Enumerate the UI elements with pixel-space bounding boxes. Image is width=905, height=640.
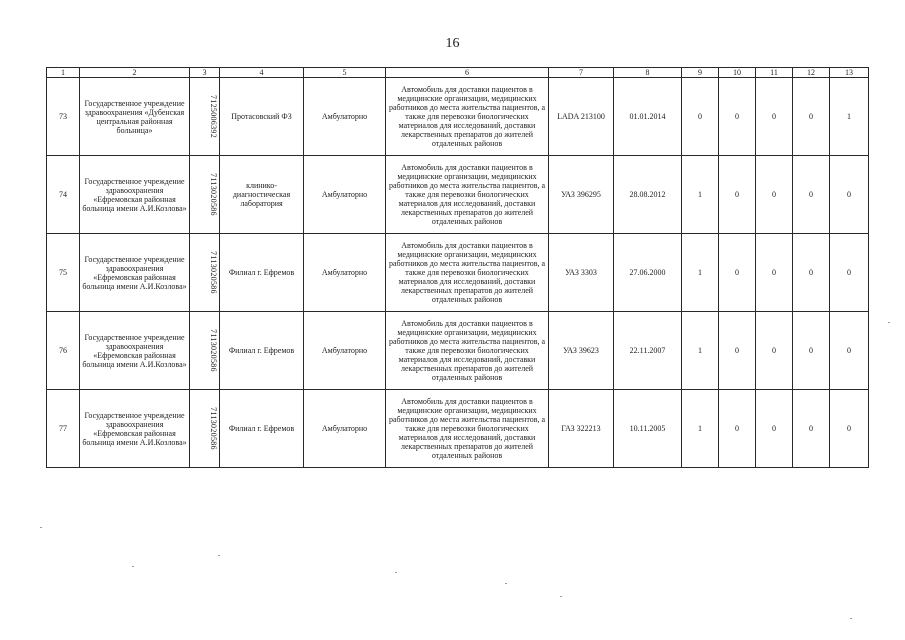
count-col-11: 0 — [756, 390, 793, 468]
column-header: 12 — [793, 68, 830, 78]
count-col-13: 0 — [830, 390, 869, 468]
column-header: 10 — [719, 68, 756, 78]
count-col-11: 0 — [756, 312, 793, 390]
column-header: 2 — [80, 68, 190, 78]
registration-date: 10.11.2005 — [614, 390, 682, 468]
inn-code-text: 7125006392 — [209, 95, 218, 138]
vehicle-model: УАЗ 396295 — [549, 156, 614, 234]
count-col-9: 1 — [682, 234, 719, 312]
column-number-header-row — [47, 68, 869, 78]
unit-name: клинико-диагностическая лаборатория — [220, 156, 304, 234]
table-row — [47, 234, 869, 312]
column-header: 7 — [549, 68, 614, 78]
count-col-11: 0 — [756, 78, 793, 156]
column-header: 13 — [830, 68, 869, 78]
count-col-12: 0 — [793, 78, 830, 156]
table-row — [47, 390, 869, 468]
inn-code-text: 7113020586 — [208, 407, 218, 450]
scan-speck — [395, 572, 397, 573]
count-col-10: 0 — [719, 312, 756, 390]
scan-speck — [218, 555, 220, 556]
count-col-9: 0 — [682, 78, 719, 156]
count-col-9: 1 — [682, 156, 719, 234]
table-row — [47, 156, 869, 234]
column-header: 6 — [386, 68, 549, 78]
count-col-12: 0 — [793, 156, 830, 234]
unit-name: Филиал г. Ефремов — [220, 390, 304, 468]
organization-name: Государственное учреждение здравоохранения «Ефремовская районная больница имени А.И.Козлова» — [80, 390, 190, 468]
organization-name: Государственное учреждение здравоохранения «Ефремовская районная больница имени А.И.Козлова» — [80, 156, 190, 234]
inn-code-text: 7113020586 — [208, 329, 218, 372]
unit-name: Филиал г. Ефремов — [220, 234, 304, 312]
inn-code — [190, 390, 220, 468]
row-number: 74 — [47, 156, 80, 234]
vehicle-purpose: Автомобиль для доставки пациентов в медицинские организации, медицинских работников до места жительства пациентов, а также для перевозки биологических материалов для исследований, доставки лекарственных препаратов до жителей отдаленных районов — [386, 390, 549, 468]
scan-speck — [888, 322, 890, 323]
scan-speck — [40, 527, 42, 528]
column-header: 8 — [614, 68, 682, 78]
count-col-12: 0 — [793, 312, 830, 390]
count-col-9: 1 — [682, 312, 719, 390]
registration-date: 22.11.2007 — [614, 312, 682, 390]
count-col-12: 0 — [793, 390, 830, 468]
count-col-13: 1 — [830, 78, 869, 156]
registration-date: 01.01.2014 — [614, 78, 682, 156]
scan-speck — [850, 618, 852, 619]
vehicle-model: УАЗ 3303 — [549, 234, 614, 312]
column-header: 11 — [756, 68, 793, 78]
inn-code — [190, 156, 220, 234]
count-col-13: 0 — [830, 312, 869, 390]
care-type: Амбулаторно — [304, 312, 386, 390]
vehicle-model: УАЗ 39623 — [549, 312, 614, 390]
care-type: Амбулаторно — [304, 390, 386, 468]
table-row — [47, 78, 869, 156]
count-col-13: 0 — [830, 234, 869, 312]
count-col-10: 0 — [719, 156, 756, 234]
vehicle-purpose: Автомобиль для доставки пациентов в медицинские организации, медицинских работников до места жительства пациентов, а также для перевозки биологических материалов для исследований, доставки лекарственных препаратов до жителей отдаленных районов — [386, 312, 549, 390]
registration-date: 28.08.2012 — [614, 156, 682, 234]
inn-code — [190, 234, 220, 312]
organization-name: Государственное учреждение здравоохранения «Дубенская центральная районная больница» — [80, 78, 190, 156]
vehicle-purpose: Автомобиль для доставки пациентов в медицинские организации, медицинских работников до места жительства пациентов, а также для перевозки биологических материалов для исследований, доставки лекарственных препаратов до жителей отдаленных районов — [386, 234, 549, 312]
organization-name: Государственное учреждение здравоохранения «Ефремовская районная больница имени А.И.Козлова» — [80, 312, 190, 390]
page-number: 16 — [445, 36, 460, 51]
count-col-10: 0 — [719, 234, 756, 312]
count-col-10: 0 — [719, 78, 756, 156]
vehicle-model: LADA 213100 — [549, 78, 614, 156]
vehicle-model: ГАЗ 322213 — [549, 390, 614, 468]
care-type: Амбулаторно — [304, 234, 386, 312]
column-header: 3 — [190, 68, 220, 78]
vehicle-table — [46, 67, 869, 468]
count-col-12: 0 — [793, 234, 830, 312]
count-col-10: 0 — [719, 390, 756, 468]
scan-speck — [505, 583, 507, 584]
scan-speck — [132, 566, 134, 567]
care-type: Амбулаторно — [304, 156, 386, 234]
inn-code-text: 7113020586 — [208, 173, 218, 216]
inn-code — [190, 78, 220, 156]
inn-code-text: 7113020586 — [208, 251, 218, 294]
unit-name: Протасовский ФЗ — [220, 78, 304, 156]
row-number: 76 — [47, 312, 80, 390]
count-col-11: 0 — [756, 234, 793, 312]
registration-date: 27.06.2000 — [614, 234, 682, 312]
column-header: 5 — [304, 68, 386, 78]
unit-name: Филиал г. Ефремов — [220, 312, 304, 390]
care-type: Амбулаторно — [304, 78, 386, 156]
table-row — [47, 312, 869, 390]
row-number: 77 — [47, 390, 80, 468]
count-col-11: 0 — [756, 156, 793, 234]
vehicle-purpose: Автомобиль для доставки пациентов в медицинские организации, медицинских работников до места жительства пациентов, а также для перевозки биологических материалов для исследований, доставки лекарственных препаратов до жителей отдаленных районов — [386, 156, 549, 234]
row-number: 75 — [47, 234, 80, 312]
scan-speck — [560, 596, 562, 597]
column-header: 4 — [220, 68, 304, 78]
column-header: 9 — [682, 68, 719, 78]
column-header: 1 — [47, 68, 80, 78]
vehicle-purpose: Автомобиль для доставки пациентов в медицинские организации, медицинских работников до места жительства пациентов, а также для перевозки биологических материалов для исследований, доставки лекарственных препаратов до жителей отдаленных районов — [386, 78, 549, 156]
count-col-13: 0 — [830, 156, 869, 234]
row-number: 73 — [47, 78, 80, 156]
count-col-9: 1 — [682, 390, 719, 468]
inn-code — [190, 312, 220, 390]
organization-name: Государственное учреждение здравоохранения «Ефремовская районная больница имени А.И.Козлова» — [80, 234, 190, 312]
